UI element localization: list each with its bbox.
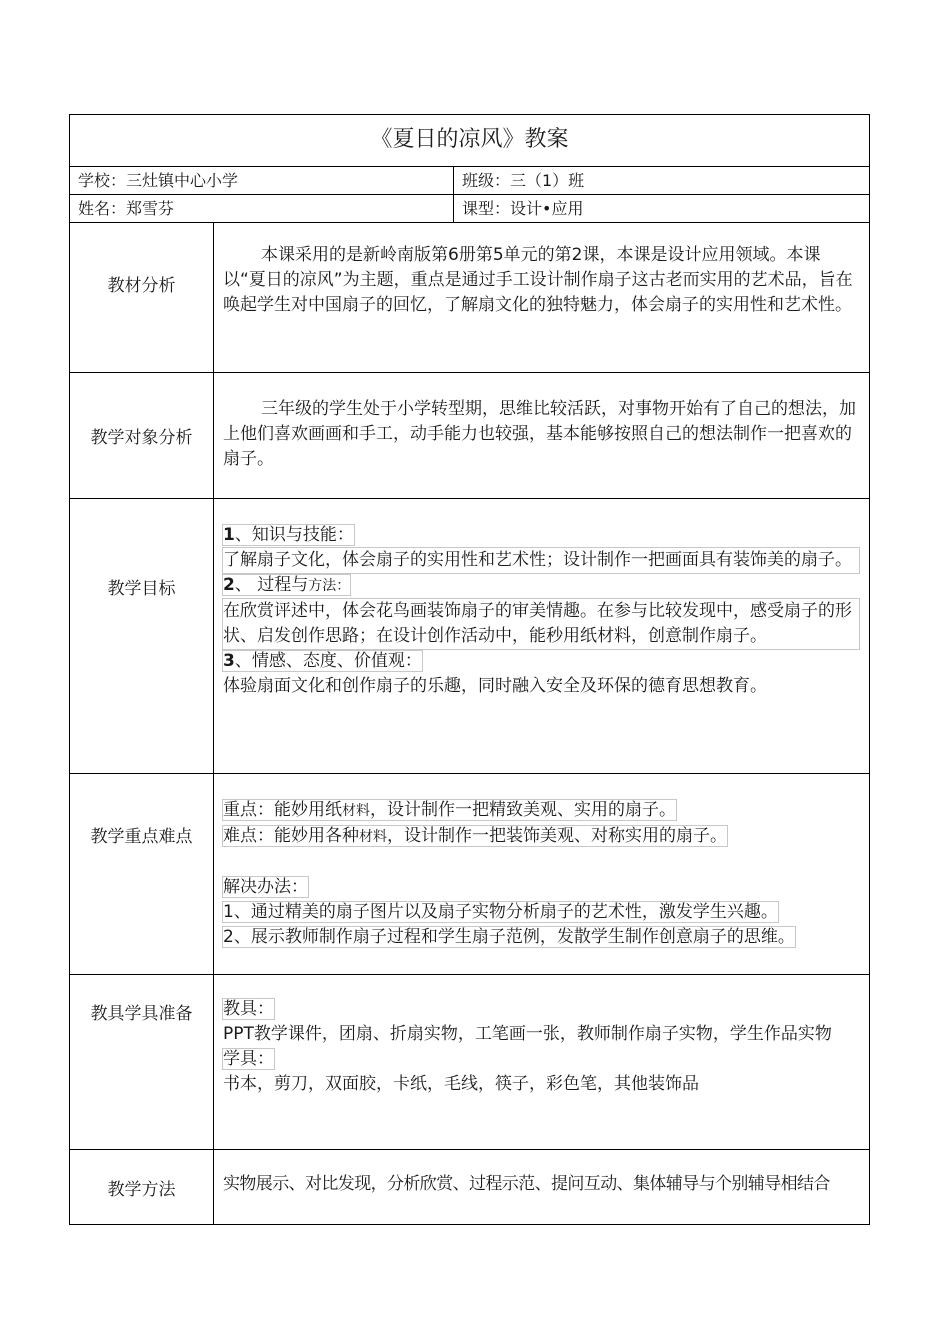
difficulty-line xyxy=(223,824,859,850)
goal-text-1: 了解扇子文化，体会扇子的实用性和艺术性；设计制作一把画面具有装饰美的扇子。 xyxy=(223,548,859,573)
class-cell: 班级：三（1）班 xyxy=(462,171,585,190)
goal-heading-2-text: 、 过程与 xyxy=(234,575,309,595)
school-class-row xyxy=(70,167,869,195)
key-points-row xyxy=(70,774,869,975)
solution-title: 解决办法： xyxy=(223,877,308,897)
goal-heading-1-text: 、知识与技能： xyxy=(234,525,354,545)
teaching-goals-row xyxy=(70,499,869,774)
student-tools-title-line xyxy=(223,1047,859,1072)
student-analysis-row xyxy=(70,373,869,499)
material-analysis-text: 本课采用的是新岭南版第6册第5单元的第2课，本课是设计应用领域。本课以“夏日的凉风”为主题，重点是通过手工设计制作扇子这古老而实用的艺术品，旨在唤起学生对中国扇子的回忆，了解扇文化的独特魅力，体会扇子的实用性和艺术性。 xyxy=(223,245,853,315)
student-analysis-label: 教学对象分析 xyxy=(70,373,214,498)
goal-heading-2 xyxy=(223,573,859,599)
solution-line-2 xyxy=(223,925,859,950)
lesson-type-cell: 课型：设计•应用 xyxy=(462,199,584,218)
difficulty-text-a: 难点：能妙用各种 xyxy=(223,826,359,846)
teacher-tools-items: PPT教学课件，团扇、折扇实物，工笔画一张，教师制作扇子实物，学生作品实物 xyxy=(223,1024,832,1044)
solution-1: 1、通过精美的扇子图片以及扇子实物分析扇子的艺术性，激发学生兴趣。 xyxy=(223,902,778,922)
tools-row xyxy=(70,975,869,1150)
methods-text: 实物展示、对比发现，分析欣赏、过程示范、提问互动、集体辅导与个别辅导相结合 xyxy=(223,1174,830,1194)
key-points-label: 教学重点难点 xyxy=(70,774,214,974)
material-analysis-content xyxy=(214,223,869,372)
lesson-plan-table xyxy=(69,114,870,1225)
spacer-line xyxy=(223,850,859,875)
goal-heading-1 xyxy=(223,523,859,548)
key-point-line xyxy=(223,798,859,824)
goal-heading-3-text: 、情感、态度、价值观： xyxy=(234,651,422,671)
student-analysis-text: 三年级的学生处于小学转型期，思维比较活跃，对事物开始有了自己的想法，加上他们喜欢画画和手工，动手能力也较强，基本能够按照自己的想法制作一把喜欢的扇子。 xyxy=(223,399,856,469)
teacher-tools-title-line xyxy=(223,997,859,1022)
school-cell: 学校：三灶镇中心小学 xyxy=(70,167,454,194)
lesson-title: 《夏日的凉风》教案 xyxy=(70,115,869,167)
solution-line-1 xyxy=(223,900,859,925)
difficulty-text-b: ，设计制作一把装饰美观、对称实用的扇子。 xyxy=(387,826,727,846)
student-tools-title: 学具： xyxy=(223,1049,274,1069)
tools-content xyxy=(214,975,869,1149)
goal-heading-3-number: 3 xyxy=(223,651,235,671)
material-analysis-row xyxy=(70,223,869,373)
goal-heading-1-number: 1 xyxy=(223,525,235,545)
teaching-goals-content xyxy=(214,499,869,773)
methods-row xyxy=(70,1150,869,1224)
key-point-small: 材料 xyxy=(342,803,370,819)
teacher-name-cell: 姓名：郑雪芬 xyxy=(70,195,454,222)
goal-text-3: 体验扇面文化和创作扇子的乐趣，同时融入安全及环保的德育思想教育。 xyxy=(223,676,767,696)
teaching-goals-label: 教学目标 xyxy=(70,499,214,773)
methods-label: 教学方法 xyxy=(70,1150,214,1224)
goal-heading-3 xyxy=(223,649,859,674)
goal-heading-2-number: 2 xyxy=(223,575,235,595)
student-tools-items: 书本，剪刀，双面胶，卡纸，毛线，筷子，彩色笔，其他装饰品 xyxy=(223,1074,699,1094)
key-points-content xyxy=(214,774,869,974)
solution-2: 2、展示教师制作扇子过程和学生扇子范例，发散学生制作创意扇子的思维。 xyxy=(223,927,795,947)
goal-text-2: 在欣赏评述中，体会花鸟画装饰扇子的审美情趣。在参与比较发现中，感受扇子的形状、启发创作思路；在设计创作活动中，能秒用纸材料，创意制作扇子。 xyxy=(223,599,859,649)
material-analysis-label: 教材分析 xyxy=(70,223,214,372)
difficulty-small: 材料 xyxy=(359,829,387,845)
student-analysis-content xyxy=(214,373,869,498)
tools-label: 教具学具准备 xyxy=(70,975,214,1149)
methods-content xyxy=(214,1150,869,1224)
key-point-text-a: 重点：能妙用纸 xyxy=(223,800,342,820)
key-point-text-b: ，设计制作一把精致美观、实用的扇子。 xyxy=(370,800,676,820)
teacher-tools-title: 教具： xyxy=(223,999,274,1019)
solution-title-line xyxy=(223,875,859,900)
name-type-row xyxy=(70,195,869,223)
goal-heading-2-small: 方法： xyxy=(308,578,351,594)
